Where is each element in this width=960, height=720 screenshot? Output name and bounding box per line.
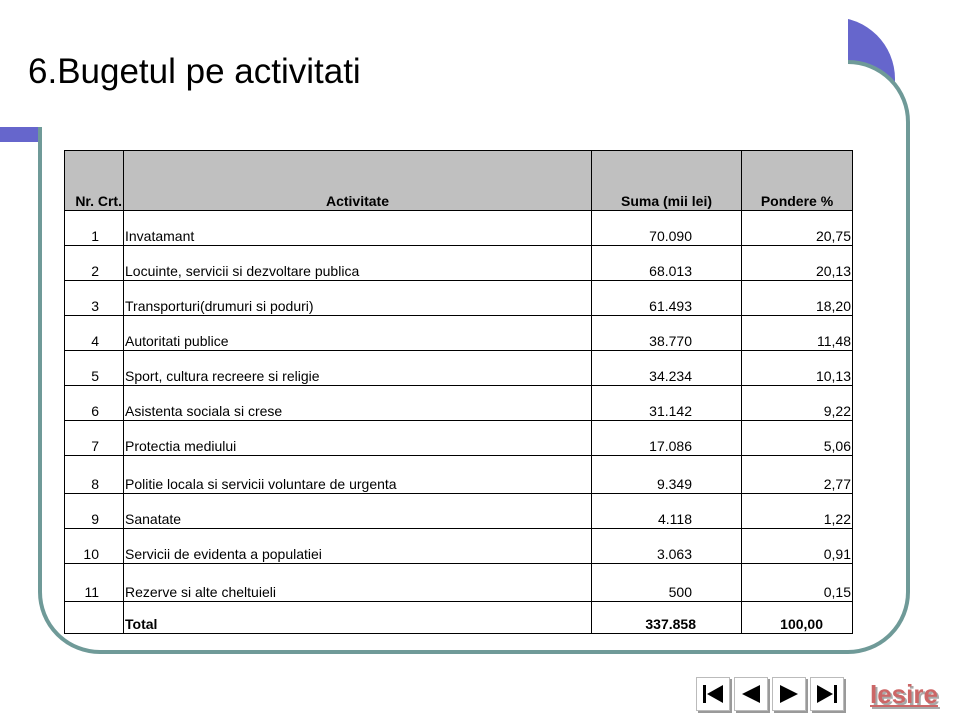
row-sum: 68.013 (592, 246, 742, 281)
row-weight: 0,15 (742, 564, 853, 602)
row-nr: 5 (65, 351, 124, 386)
table-row (65, 351, 853, 386)
total-sum: 337.858 (592, 602, 742, 634)
row-sum: 34.234 (592, 351, 742, 386)
previous-slide-button[interactable] (734, 677, 768, 711)
header-activity: Activitate (124, 151, 592, 211)
table-row (65, 316, 853, 351)
row-weight: 18,20 (742, 281, 853, 316)
row-nr: 2 (65, 246, 124, 281)
row-nr: 4 (65, 316, 124, 351)
header-sum: Suma (mii lei) (592, 151, 742, 211)
slide-title: 6.Bugetul pe activitati (28, 52, 361, 91)
row-weight: 9,22 (742, 386, 853, 421)
first-slide-button[interactable] (696, 677, 730, 711)
row-activity: Servicii de evidenta a populatiei (124, 529, 592, 564)
table-row (65, 456, 853, 494)
row-nr: 11 (65, 564, 124, 602)
row-sum: 4.118 (592, 494, 742, 529)
table-row (65, 211, 853, 246)
row-sum: 17.086 (592, 421, 742, 456)
total-label: Total (124, 602, 592, 634)
row-weight: 0,91 (742, 529, 853, 564)
last-icon (815, 683, 839, 705)
row-activity: Locuinte, servicii si dezvoltare publica (124, 246, 592, 281)
row-nr: 1 (65, 211, 124, 246)
row-sum: 61.493 (592, 281, 742, 316)
first-icon (701, 683, 725, 705)
table-total-row (65, 602, 853, 634)
row-weight: 10,13 (742, 351, 853, 386)
last-slide-button[interactable] (810, 677, 844, 711)
row-sum: 500 (592, 564, 742, 602)
row-activity: Rezerve si alte cheltuieli (124, 564, 592, 602)
total-weight: 100,00 (742, 602, 853, 634)
row-sum: 31.142 (592, 386, 742, 421)
row-activity: Protectia mediului (124, 421, 592, 456)
row-activity: Politie locala si servicii voluntare de urgenta (124, 456, 592, 494)
row-activity: Transporturi(drumuri si poduri) (124, 281, 592, 316)
row-activity: Asistenta sociala si crese (124, 386, 592, 421)
table-row (65, 386, 853, 421)
row-activity: Sanatate (124, 494, 592, 529)
row-sum: 9.349 (592, 456, 742, 494)
row-activity: Sport, cultura recreere si religie (124, 351, 592, 386)
row-weight: 11,48 (742, 316, 853, 351)
table-row (65, 564, 853, 602)
previous-icon (739, 683, 763, 705)
row-weight: 1,22 (742, 494, 853, 529)
header-nr: Nr. Crt. (65, 151, 124, 211)
row-weight: 20,13 (742, 246, 853, 281)
exit-link[interactable]: Iesire (870, 678, 938, 709)
row-nr: 10 (65, 529, 124, 564)
table-row (65, 246, 853, 281)
slide-navigation (696, 676, 938, 712)
row-nr: 9 (65, 494, 124, 529)
row-sum: 3.063 (592, 529, 742, 564)
row-nr: 6 (65, 386, 124, 421)
row-activity: Invatamant (124, 211, 592, 246)
table-row (65, 494, 853, 529)
row-nr: 3 (65, 281, 124, 316)
budget-table (64, 150, 853, 634)
row-sum: 38.770 (592, 316, 742, 351)
next-icon (777, 683, 801, 705)
row-nr: 8 (65, 456, 124, 494)
table-row (65, 421, 853, 456)
header-weight: Pondere % (742, 151, 853, 211)
row-weight: 20,75 (742, 211, 853, 246)
table-header-row (65, 151, 853, 211)
row-sum: 70.090 (592, 211, 742, 246)
row-activity: Autoritati publice (124, 316, 592, 351)
total-nr-empty (65, 602, 124, 634)
table-row (65, 281, 853, 316)
row-nr: 7 (65, 421, 124, 456)
next-slide-button[interactable] (772, 677, 806, 711)
table-row (65, 529, 853, 564)
row-weight: 5,06 (742, 421, 853, 456)
row-weight: 2,77 (742, 456, 853, 494)
